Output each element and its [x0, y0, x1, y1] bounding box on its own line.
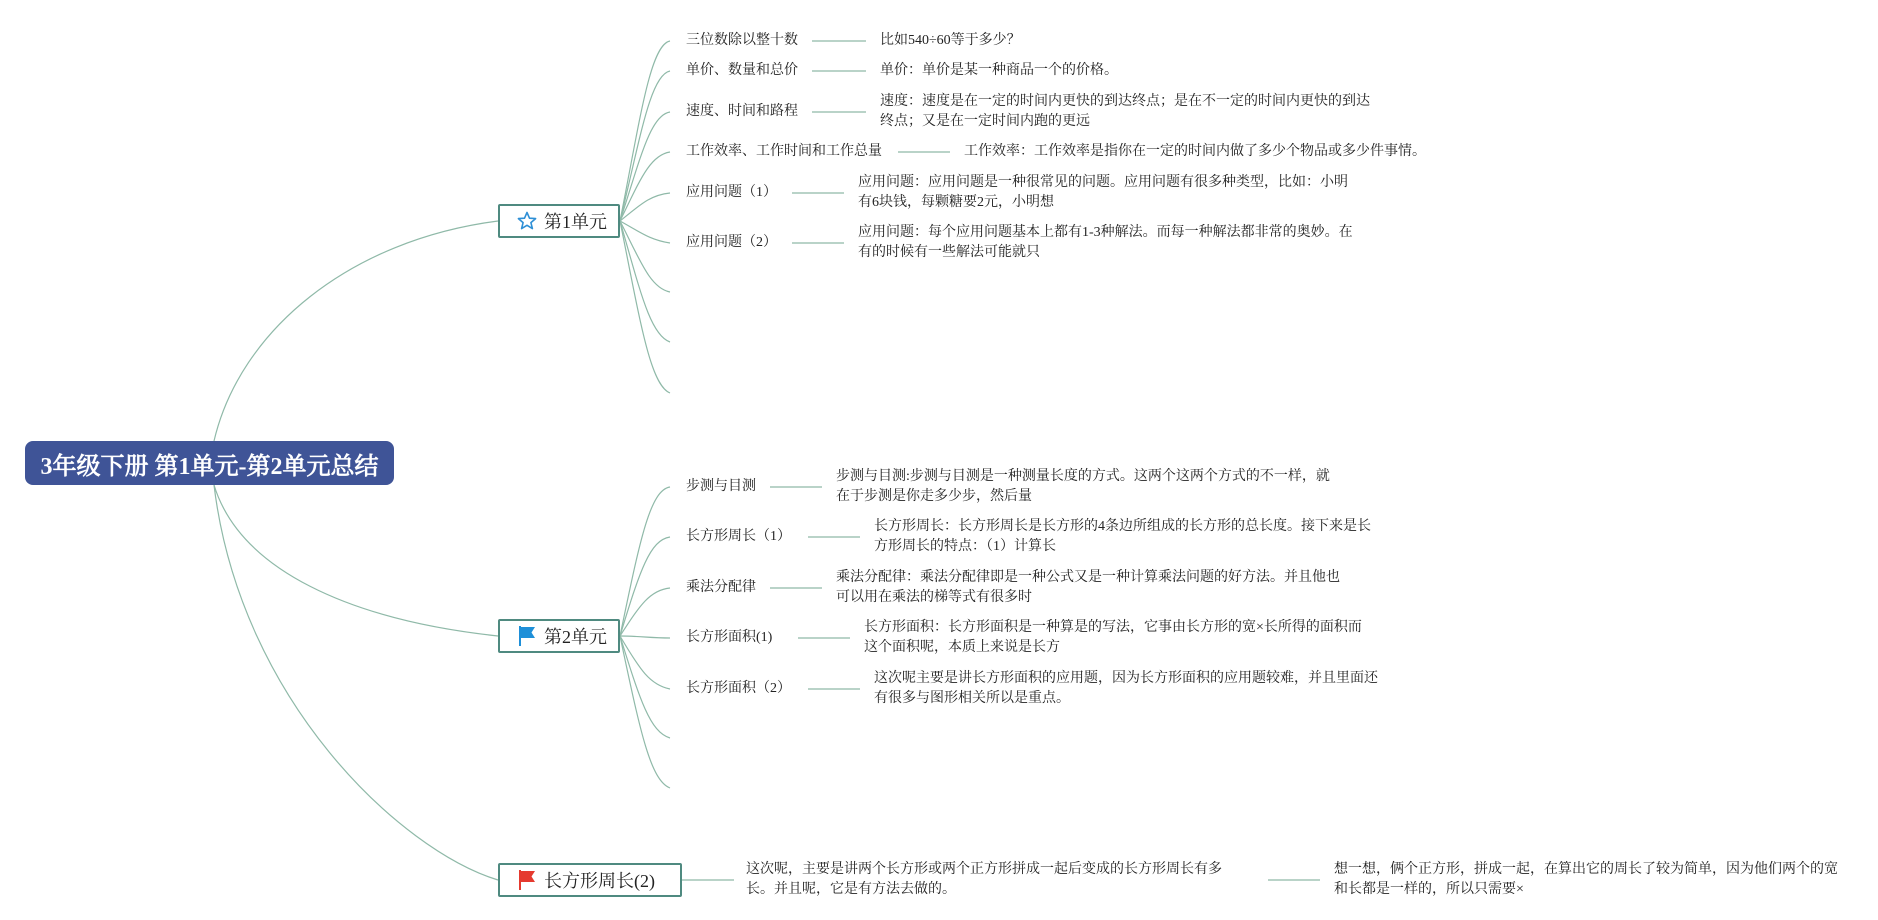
- topic-unit1-4[interactable]: 工作效率、工作时间和工作总量: [686, 144, 882, 159]
- detail-unit1-4: 工作效率：工作效率是指你在一定的时间内做了多少个物品或多少件事情。: [964, 144, 1426, 159]
- topic-unit1-5[interactable]: 应用问题（1）: [686, 185, 777, 200]
- connector-unit2-t2: [620, 537, 670, 636]
- root-title: 3年级下册 第1单元-第2单元总结: [40, 453, 379, 480]
- blue-flag-icon: [516, 625, 538, 647]
- topic-unit1-1[interactable]: 三位数除以整十数: [686, 33, 798, 48]
- detail-unit2-1: 步测与目测:步测与目测是一种测量长度的方式。这两个这两个方式的不一样，就在于步测是你走多少步，然后量: [836, 469, 1330, 504]
- detail-unit1-5: 应用问题：应用问题是一种很常见的问题。应用问题有很多种类型，比如：小明有6块钱，每颗糖要2元，小明想: [858, 175, 1348, 210]
- connector-unit1-t6: [620, 221, 670, 243]
- detail-unit1-6: 应用问题：每个应用问题基本上都有1-3种解法。而每一种解法都非常的奥妙。在有的时候有一些解法可能就只: [858, 225, 1353, 260]
- topic-unit2-2[interactable]: 长方形周长（1）: [686, 529, 791, 544]
- connector-unit2-t4: [620, 636, 670, 638]
- connector-unit1-t4: [620, 152, 670, 221]
- branch-unit1-label: 第1单元: [544, 212, 607, 232]
- topic-unit2-4[interactable]: 长方形面积(1): [686, 630, 773, 645]
- detail-unit2-2: 长方形周长：长方形周长是长方形的4条边所组成的长方形的总长度。接下来是长方形周长的特点：（1）计算长: [874, 519, 1371, 554]
- detail-unit2-4: 长方形面积：长方形面积是一种算是的写法，它事由长方形的宽×长所得的面积而这个面积呢，本质上来说是长方: [864, 620, 1362, 655]
- detail-unit1-2: 单价：单价是某一种商品一个的价格。: [880, 63, 1118, 78]
- topic-unit2-5[interactable]: 长方形面积（2）: [686, 681, 791, 696]
- connector-unit2-t5: [620, 636, 670, 689]
- detail-unit2-5: 这次呢主要是讲长方形面积的应用题，因为长方形面积的应用题较难，并且里面还有很多与图形相关所以是重点。: [874, 671, 1378, 706]
- topic-unit2-1[interactable]: 步测与目测: [686, 479, 756, 494]
- detail-unit1-1: 比如540÷60等于多少？: [880, 33, 1021, 48]
- branch-unit2[interactable]: [498, 619, 620, 653]
- branch-perimeter2[interactable]: [498, 863, 682, 897]
- detail-perimeter2-2: 想一想，俩个正方形，拼成一起，在算出它的周长了较为简单，因为他们两个的宽和长都是一样的，所以只需要×: [1334, 862, 1838, 897]
- connector-unit1-empty2: [620, 221, 670, 342]
- connector-root-unit1: [214, 221, 498, 441]
- connector-root-unit2: [214, 485, 498, 636]
- branch-perimeter2-label: 长方形周长(2): [544, 871, 655, 891]
- topic-unit1-2[interactable]: 单价、数量和总价: [686, 63, 798, 78]
- branch-unit1[interactable]: [498, 204, 620, 238]
- root-node[interactable]: [25, 441, 394, 485]
- topic-unit2-3[interactable]: 乘法分配律: [686, 580, 756, 595]
- topic-unit1-6[interactable]: 应用问题（2）: [686, 235, 777, 250]
- detail-perimeter2-1: 这次呢，主要是讲两个长方形或两个正方形拼成一起后变成的长方形周长有多长。并且呢，它是有方法去做的。: [746, 862, 1222, 897]
- detail-unit1-3: 速度：速度是在一定的时间内更快的到达终点；是在不一定的时间内更快的到达终点；又是在一定时间内跑的更远: [880, 94, 1370, 129]
- connector-root-perimeter2: [214, 485, 498, 880]
- detail-unit2-3: 乘法分配律：乘法分配律即是一种公式又是一种计算乘法问题的好方法。并且他也可以用在乘法的梯等式有很多时: [836, 570, 1340, 605]
- topic-unit1-3[interactable]: 速度、时间和路程: [686, 104, 798, 119]
- red-flag-icon: [516, 869, 538, 891]
- star-icon: [516, 210, 538, 232]
- branch-unit2-label: 第2单元: [544, 627, 607, 647]
